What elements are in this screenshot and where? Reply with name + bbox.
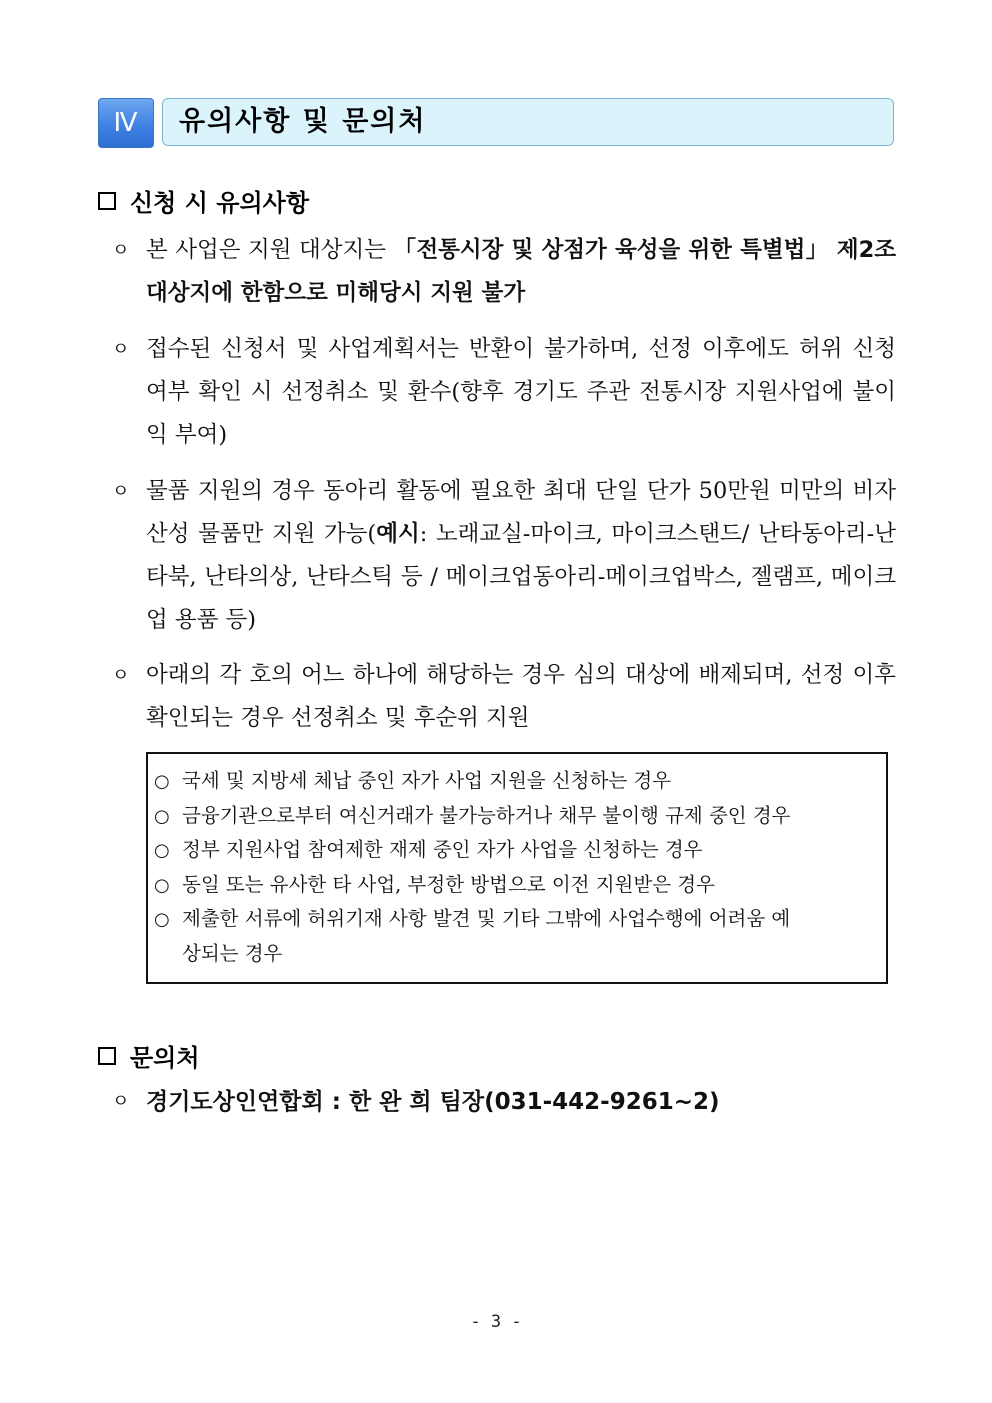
- exclusion-item: [154, 764, 882, 800]
- note-text: 아래의 각 호의 어느 하나에 해당하는 경우 심의 대상에 배제되며, 선정 이후 확인되는 경우 선정취소 및 후순위 지원: [146, 662, 896, 731]
- contact-text: 경기도상인연합회 : 한 완 희 팀장(031-442-9261~2): [146, 1089, 720, 1115]
- subheading-label: 신청 시 유의사항: [130, 189, 309, 217]
- bullet-icon: ㅇ: [112, 1091, 130, 1112]
- circle-bullet-icon: ○: [154, 874, 170, 896]
- exclusion-text: 제출한 서류에 허위기재 사항 발견 및 기타 그밖에 사업수행에 어려움 예: [182, 907, 791, 930]
- circle-bullet-icon: ○: [154, 771, 170, 792]
- exclusion-item: [154, 833, 882, 869]
- bullet-icon: ㅇ: [112, 481, 130, 502]
- bullet-icon: ㅇ: [112, 240, 130, 261]
- note-text-plain: 본 사업은 지원 대상지는: [146, 237, 394, 263]
- note-text-plain: 물품 지원의 경우 동아리 활동에 필요한 최대 단일 단가 50만원 미만의 비자산성 물품만 지원 가능(: [146, 478, 896, 547]
- exclusion-item: [154, 868, 882, 904]
- exclusion-text: 금융기관으로부터 여신거래가 불가능하거나 채무 불이행 규제 중인 경우: [182, 803, 791, 827]
- section-title: 유의사항 및 문의처: [179, 106, 427, 137]
- page-number: - 3 -: [470, 1312, 522, 1332]
- exclusion-continuation: 상되는 경우: [182, 941, 283, 965]
- note-text-plain: : 노래교실-마이크, 마이크스탠드/ 난타동아리-난타북, 난타의상, 난타스틱 등 / 메이크업동아리-메이크업박스, 젤램프, 메이크업 용품 등): [146, 521, 896, 633]
- exclusion-text: 동일 또는 유사한 타 사업, 부정한 방법으로 이전 지원받은 경우: [182, 872, 715, 896]
- section-title-box: [162, 98, 894, 146]
- checkbox-square-icon: [98, 1047, 116, 1065]
- note-text-bold: 예시: [376, 521, 420, 547]
- section-header: [98, 98, 894, 148]
- checkbox-square-icon: [98, 192, 116, 210]
- bullet-icon: ㅇ: [112, 339, 130, 360]
- section-number-badge: Ⅳ: [98, 98, 154, 148]
- circle-bullet-icon: ○: [154, 840, 170, 861]
- subheading-label: 문의처: [130, 1044, 200, 1072]
- note-text: [146, 229, 896, 315]
- subheading-application-notes: [98, 183, 309, 218]
- note-text: [146, 470, 896, 642]
- circle-bullet-icon: ○: [154, 805, 170, 827]
- exclusion-criteria-box: [146, 752, 888, 984]
- exclusion-item: [154, 902, 882, 938]
- note-text: 접수된 신청서 및 사업계획서는 반환이 불가하며, 선정 이후에도 허위 신청 여부 확인 시 선정취소 및 환수(향후 경기도 주관 전통시장 지원사업에 불이익 부여): [146, 336, 896, 448]
- note-text-bold: 「전통시장 및 상점가 육성을 위한 특별법」 제2조 대상지에 한함으로 미해당시 지원 불가: [146, 237, 896, 306]
- subheading-contact: [98, 1038, 200, 1073]
- exclusion-text: 정부 지원사업 참여제한 재제 중인 자가 사업을 신청하는 경우: [182, 838, 703, 861]
- bullet-icon: ㅇ: [112, 665, 130, 686]
- exclusion-text: 국세 및 지방세 체납 중인 자가 사업 지원을 신청하는 경우: [182, 769, 672, 792]
- exclusion-item: [154, 799, 882, 835]
- circle-bullet-icon: ○: [154, 909, 170, 930]
